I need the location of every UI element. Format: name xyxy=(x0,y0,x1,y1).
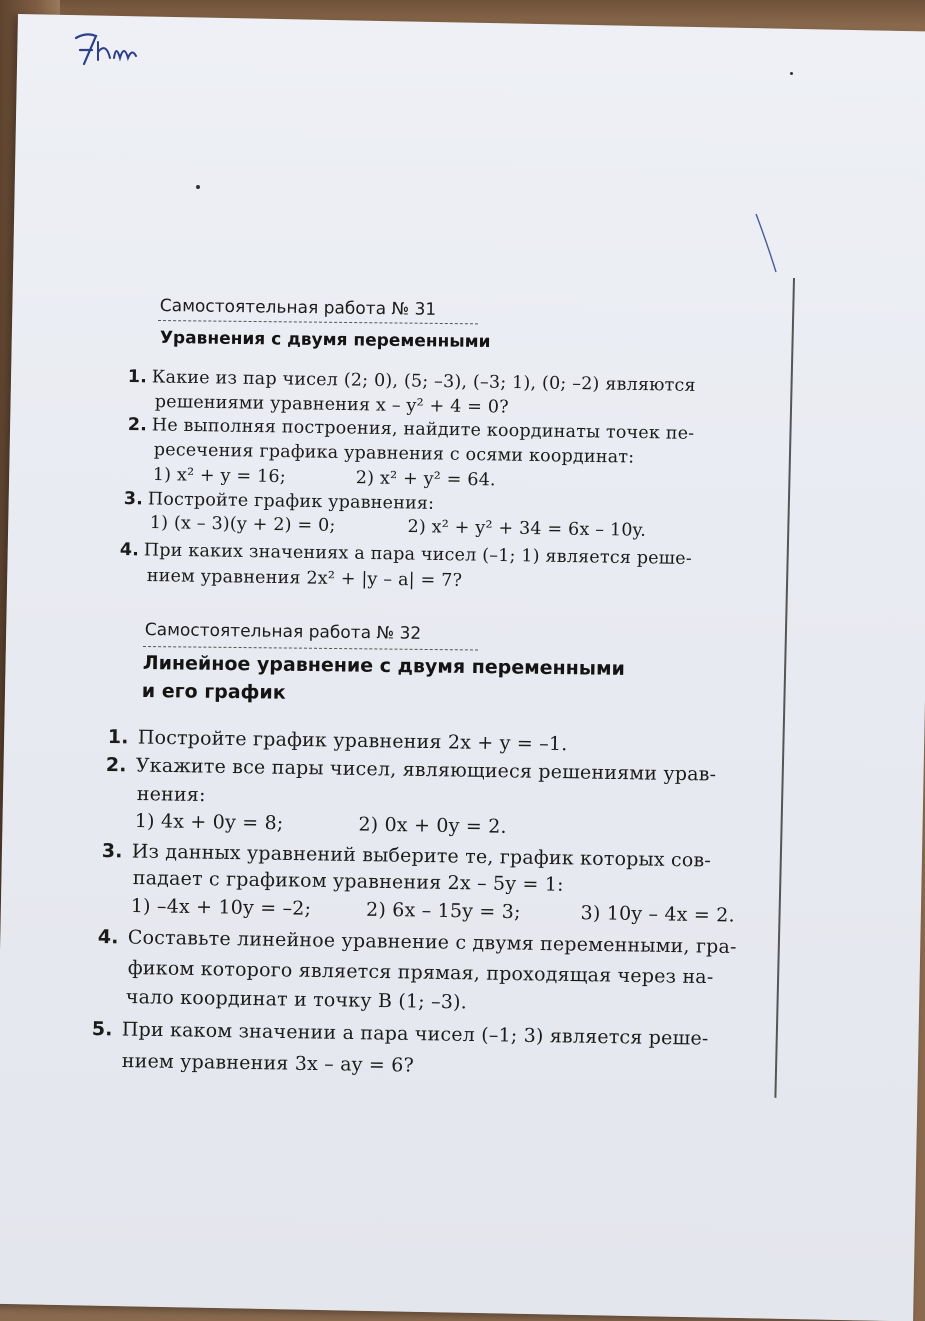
section-title: Самостоятельная работа № 32 xyxy=(144,620,422,644)
task-number: 3. xyxy=(123,489,144,510)
section-title: Самостоятельная работа № 31 xyxy=(159,296,437,320)
task-text: Не выполняя построения, найдите координаты точек пе- xyxy=(151,415,695,444)
speck-dot xyxy=(790,72,793,75)
option: 3) 10y – 4x = 2. xyxy=(580,902,735,927)
task-number: 4. xyxy=(97,926,119,949)
task-options xyxy=(150,513,647,541)
task-text: Какие из пар чисел (2; 0), (5; –3), (–3; 1), (0; –2) являются xyxy=(151,367,696,396)
option: 2) x² + y² + 34 = 6x – 10y. xyxy=(407,517,647,541)
task-text: При каком значении a пара чисел (–1; 3) является реше- xyxy=(121,1018,709,1050)
task-text: Составьте линейное уравнение с двумя переменными, гра- xyxy=(127,926,737,959)
option: 2) x² + y² = 64. xyxy=(355,468,496,491)
option: 2) 0x + 0y = 2. xyxy=(358,813,507,838)
task-text: нения: xyxy=(136,783,206,807)
task-text: Из данных уравнений выберите те, график которых сов- xyxy=(131,840,712,872)
task-options xyxy=(131,895,735,926)
task-line xyxy=(92,1018,709,1050)
task-text: При каких значениях a пара чисел (–1; 1) является реше- xyxy=(143,540,693,569)
task-line xyxy=(108,726,568,755)
task-number: 1. xyxy=(107,726,129,749)
task-line xyxy=(98,926,737,958)
handwritten-note xyxy=(72,28,142,72)
task-line xyxy=(128,415,695,444)
section-subtitle: Линейное уравнение с двумя переменными xyxy=(142,652,626,680)
task-line xyxy=(102,840,712,872)
option: 1) –4x + 10y = –2; xyxy=(130,895,312,920)
task-number: 1. xyxy=(127,367,148,388)
speck-dot xyxy=(196,185,200,189)
task-line xyxy=(124,489,435,514)
option: 1) x² + y = 16; xyxy=(152,465,287,488)
page-margin-line xyxy=(774,278,795,1098)
task-text: падает с графиком уравнения 2x – 5y = 1: xyxy=(132,867,564,896)
task-number: 3. xyxy=(101,840,123,863)
task-number: 2. xyxy=(105,754,127,777)
task-text: Постройте график уравнения: xyxy=(147,489,435,514)
pen-mark xyxy=(752,210,782,276)
task-number: 4. xyxy=(119,540,140,561)
task-text: чало координат и точку B (1; –3). xyxy=(125,986,468,1014)
task-number: 2. xyxy=(127,415,148,436)
task-text: ресечения графика уравнения с осями координат: xyxy=(153,440,635,468)
section-subtitle-cont: и его график xyxy=(141,680,286,704)
option: 2) 6x – 15y = 3; xyxy=(365,898,521,924)
task-options xyxy=(153,465,496,490)
task-text: решениями уравнения x – y² + 4 = 0? xyxy=(154,392,509,418)
divider xyxy=(158,320,478,324)
divider xyxy=(143,646,478,651)
task-number: 5. xyxy=(91,1018,113,1041)
task-text: Укажите все пары чисел, являющиеся решениями урав- xyxy=(135,754,717,786)
option: 1) (x – 3)(y + 2) = 0; xyxy=(149,513,336,536)
section-subtitle: Уравнения с двумя переменными xyxy=(159,328,491,353)
task-line xyxy=(120,540,692,569)
option: 1) 4x + 0y = 8; xyxy=(134,810,284,835)
task-text: Постройте график уравнения 2x + y = –1. xyxy=(137,726,568,756)
task-text: нием уравнения 2x² + |y – a| = 7? xyxy=(146,566,463,591)
task-line xyxy=(106,754,717,786)
task-text: фиком которого является прямая, проходящая через на- xyxy=(127,957,714,989)
task-text: нием уравнения 3x – ay = 6? xyxy=(121,1050,415,1077)
task-line xyxy=(128,367,696,396)
task-options xyxy=(135,810,507,838)
